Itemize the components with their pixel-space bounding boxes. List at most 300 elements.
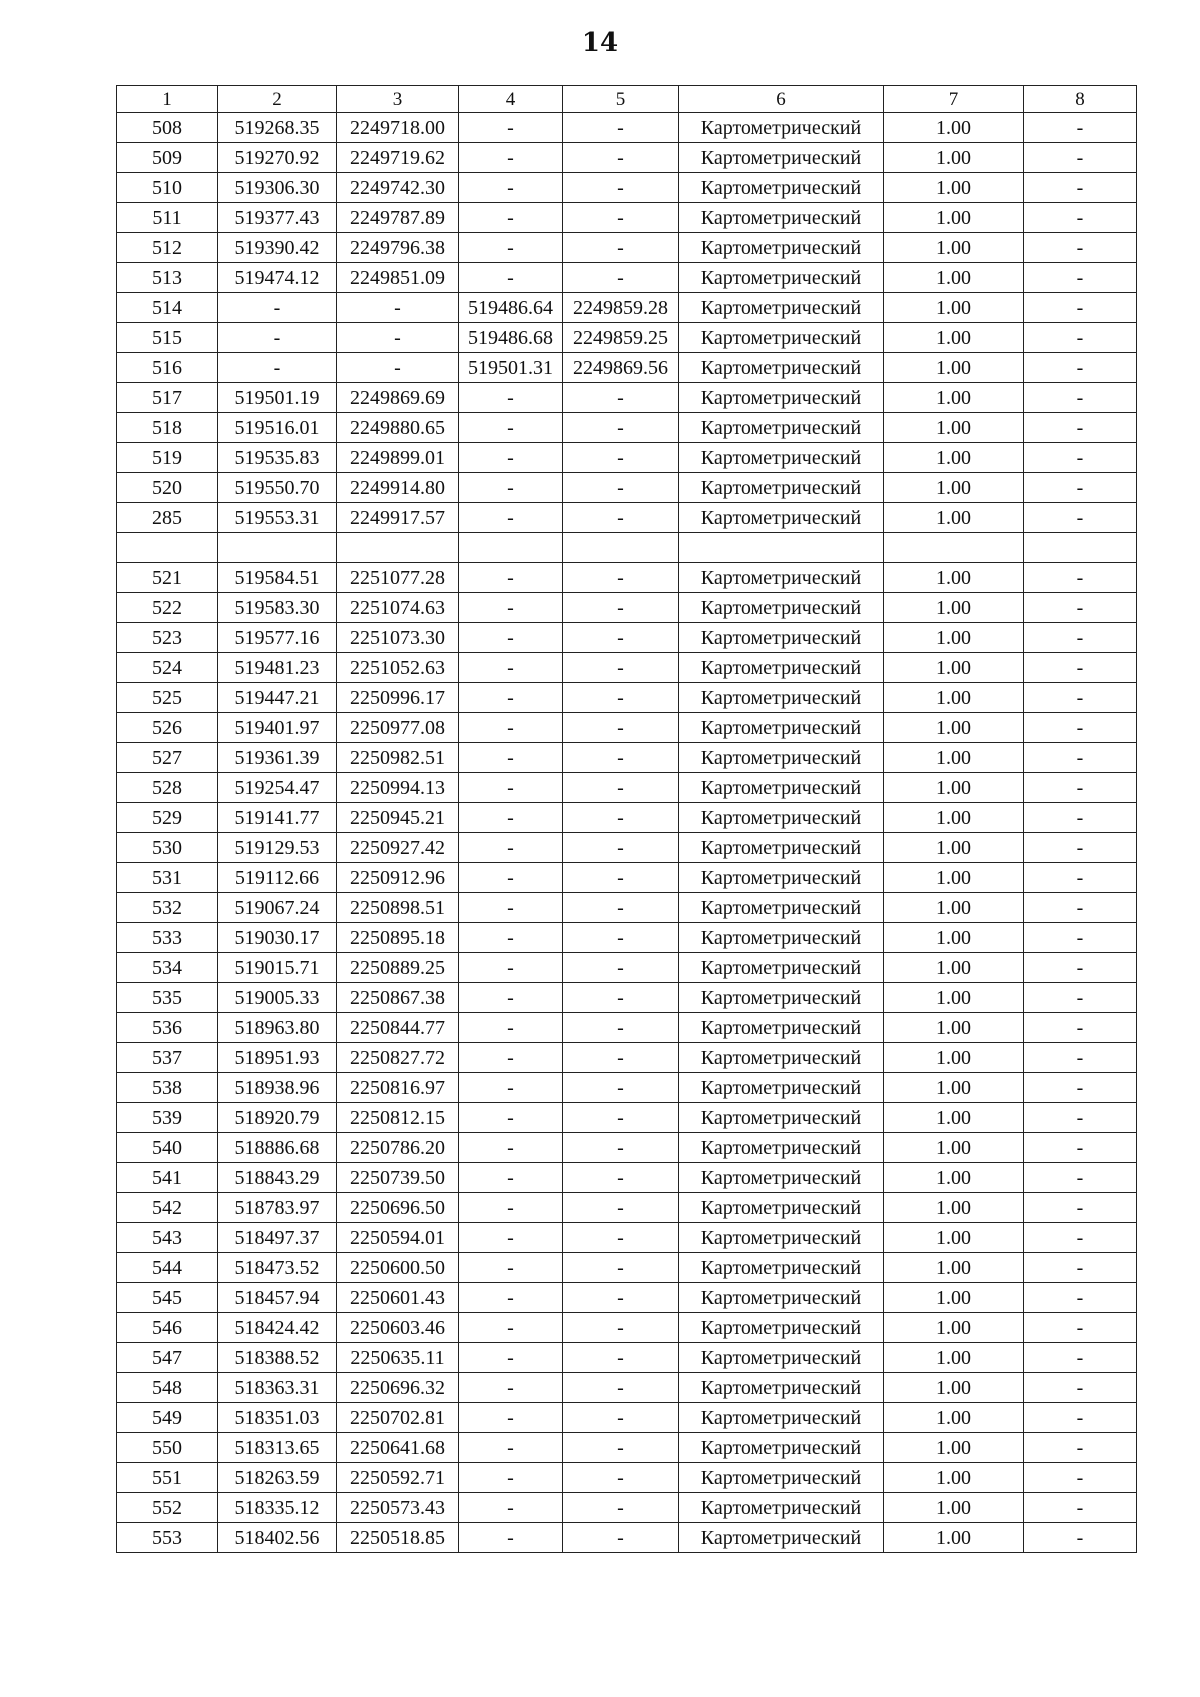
table-row [117, 1193, 1137, 1223]
x-coordinate-alt-cell: - [459, 503, 563, 533]
point-number-cell: 511 [117, 203, 218, 233]
y-coordinate-alt-cell: - [563, 1193, 679, 1223]
method-cell: Картометрический [679, 653, 884, 683]
x-coordinate-alt-cell: - [459, 473, 563, 503]
y-coordinate-alt-cell: - [563, 623, 679, 653]
x-coordinate-alt-cell: 519486.64 [459, 293, 563, 323]
accuracy-cell: 1.00 [884, 143, 1024, 173]
description-cell: - [1024, 143, 1137, 173]
x-coordinate-alt-cell: - [459, 1043, 563, 1073]
table-row [117, 863, 1137, 893]
y-coordinate-alt-cell: - [563, 413, 679, 443]
accuracy-cell: 1.00 [884, 443, 1024, 473]
point-number-cell: 522 [117, 593, 218, 623]
accuracy-cell: 1.00 [884, 803, 1024, 833]
x-coordinate-alt-cell: - [459, 1313, 563, 1343]
y-coordinate-alt-cell: - [563, 1103, 679, 1133]
method-cell: Картометрический [679, 863, 884, 893]
description-cell: - [1024, 1253, 1137, 1283]
description-cell: - [1024, 1373, 1137, 1403]
table-row [117, 983, 1137, 1013]
point-number-cell: 519 [117, 443, 218, 473]
y-coordinate-alt-cell: - [563, 203, 679, 233]
point-number-cell: 551 [117, 1463, 218, 1493]
y-coordinate-cell: 2250927.42 [337, 833, 459, 863]
description-cell: - [1024, 1283, 1137, 1313]
table-row [117, 1133, 1137, 1163]
x-coordinate-cell: 518938.96 [218, 1073, 337, 1103]
x-coordinate-cell: 519268.35 [218, 113, 337, 143]
accuracy-cell: 1.00 [884, 1283, 1024, 1313]
method-cell: Картометрический [679, 923, 884, 953]
point-number-cell: 515 [117, 323, 218, 353]
accuracy-cell: 1.00 [884, 593, 1024, 623]
y-coordinate-alt-cell: 2249859.28 [563, 293, 679, 323]
x-coordinate-alt-cell: - [459, 1193, 563, 1223]
description-cell: - [1024, 1013, 1137, 1043]
x-coordinate-alt-cell: - [459, 623, 563, 653]
accuracy-cell: 1.00 [884, 1103, 1024, 1133]
method-cell: Картометрический [679, 413, 884, 443]
x-coordinate-cell: 519005.33 [218, 983, 337, 1013]
y-coordinate-cell: 2251074.63 [337, 593, 459, 623]
description-cell: - [1024, 953, 1137, 983]
y-coordinate-cell: 2250696.50 [337, 1193, 459, 1223]
y-coordinate-cell: 2250895.18 [337, 923, 459, 953]
y-coordinate-cell: 2250696.32 [337, 1373, 459, 1403]
x-coordinate-cell: 518335.12 [218, 1493, 337, 1523]
description-cell: - [1024, 413, 1137, 443]
table-row [117, 293, 1137, 323]
table-row [117, 593, 1137, 623]
description-cell: - [1024, 443, 1137, 473]
description-cell: - [1024, 683, 1137, 713]
point-number-cell: 552 [117, 1493, 218, 1523]
column-header: 6 [679, 86, 884, 113]
point-number-cell: 531 [117, 863, 218, 893]
y-coordinate-cell: - [337, 353, 459, 383]
method-cell: Картометрический [679, 443, 884, 473]
method-cell: Картометрический [679, 1403, 884, 1433]
accuracy-cell: 1.00 [884, 1493, 1024, 1523]
y-coordinate-alt-cell: - [563, 1373, 679, 1403]
table-row [117, 233, 1137, 263]
y-coordinate-cell: 2250827.72 [337, 1043, 459, 1073]
y-coordinate-alt-cell: - [563, 563, 679, 593]
y-coordinate-cell: 2250592.71 [337, 1463, 459, 1493]
point-number-cell: 540 [117, 1133, 218, 1163]
description-cell: - [1024, 1043, 1137, 1073]
description-cell: - [1024, 1523, 1137, 1553]
description-cell: - [1024, 773, 1137, 803]
x-coordinate-alt-cell: - [459, 743, 563, 773]
table-row [117, 533, 1137, 563]
x-coordinate-alt-cell: - [459, 1163, 563, 1193]
description-cell: - [1024, 1403, 1137, 1433]
x-coordinate-cell: - [218, 353, 337, 383]
description-cell [1024, 533, 1137, 563]
x-coordinate-cell: 518424.42 [218, 1313, 337, 1343]
accuracy-cell: 1.00 [884, 383, 1024, 413]
x-coordinate-cell: 519129.53 [218, 833, 337, 863]
method-cell: Картометрический [679, 1523, 884, 1553]
point-number-cell: 529 [117, 803, 218, 833]
x-coordinate-cell: 519516.01 [218, 413, 337, 443]
x-coordinate-cell: 518951.93 [218, 1043, 337, 1073]
point-number-cell: 545 [117, 1283, 218, 1313]
y-coordinate-cell: 2250889.25 [337, 953, 459, 983]
accuracy-cell: 1.00 [884, 623, 1024, 653]
y-coordinate-cell: 2249899.01 [337, 443, 459, 473]
x-coordinate-cell: 518497.37 [218, 1223, 337, 1253]
x-coordinate-cell: 518402.56 [218, 1523, 337, 1553]
table-row [117, 1343, 1137, 1373]
accuracy-cell: 1.00 [884, 413, 1024, 443]
y-coordinate-cell: 2250601.43 [337, 1283, 459, 1313]
table-row [117, 173, 1137, 203]
x-coordinate-alt-cell: - [459, 1403, 563, 1433]
y-coordinate-alt-cell: - [563, 1013, 679, 1043]
y-coordinate-cell: 2251077.28 [337, 563, 459, 593]
x-coordinate-cell: 519067.24 [218, 893, 337, 923]
y-coordinate-alt-cell: - [563, 803, 679, 833]
method-cell: Картометрический [679, 593, 884, 623]
y-coordinate-alt-cell: - [563, 983, 679, 1013]
description-cell: - [1024, 1223, 1137, 1253]
x-coordinate-alt-cell [459, 533, 563, 563]
point-number-cell: 538 [117, 1073, 218, 1103]
table-row [117, 1223, 1137, 1253]
x-coordinate-alt-cell: - [459, 1463, 563, 1493]
description-cell: - [1024, 1463, 1137, 1493]
table-row [117, 1253, 1137, 1283]
y-coordinate-alt-cell: - [563, 1133, 679, 1163]
point-number-cell: 542 [117, 1193, 218, 1223]
point-number-cell: 526 [117, 713, 218, 743]
x-coordinate-cell: 519112.66 [218, 863, 337, 893]
table-row [117, 413, 1137, 443]
method-cell: Картометрический [679, 473, 884, 503]
point-number-cell: 547 [117, 1343, 218, 1373]
description-cell: - [1024, 833, 1137, 863]
y-coordinate-cell: 2251073.30 [337, 623, 459, 653]
x-coordinate-cell: 519377.43 [218, 203, 337, 233]
point-number-cell: 285 [117, 503, 218, 533]
point-number-cell: 510 [117, 173, 218, 203]
column-header: 3 [337, 86, 459, 113]
x-coordinate-cell: 518886.68 [218, 1133, 337, 1163]
method-cell: Картометрический [679, 1073, 884, 1103]
x-coordinate-alt-cell: 519486.68 [459, 323, 563, 353]
table-row [117, 893, 1137, 923]
accuracy-cell: 1.00 [884, 1253, 1024, 1283]
point-number-cell: 544 [117, 1253, 218, 1283]
accuracy-cell: 1.00 [884, 1433, 1024, 1463]
y-coordinate-alt-cell: - [563, 1073, 679, 1103]
y-coordinate-cell: 2249880.65 [337, 413, 459, 443]
accuracy-cell: 1.00 [884, 353, 1024, 383]
x-coordinate-alt-cell: - [459, 833, 563, 863]
accuracy-cell: 1.00 [884, 503, 1024, 533]
accuracy-cell: 1.00 [884, 1523, 1024, 1553]
y-coordinate-alt-cell: - [563, 953, 679, 983]
method-cell: Картометрический [679, 1283, 884, 1313]
y-coordinate-cell: 2250912.96 [337, 863, 459, 893]
x-coordinate-cell: 518920.79 [218, 1103, 337, 1133]
method-cell: Картометрический [679, 1223, 884, 1253]
table-row [117, 833, 1137, 863]
x-coordinate-cell: 518783.97 [218, 1193, 337, 1223]
x-coordinate-alt-cell: - [459, 713, 563, 743]
point-number-cell: 528 [117, 773, 218, 803]
method-cell: Картометрический [679, 893, 884, 923]
x-coordinate-alt-cell: - [459, 173, 563, 203]
y-coordinate-cell: 2250816.97 [337, 1073, 459, 1103]
description-cell: - [1024, 563, 1137, 593]
y-coordinate-cell: 2250600.50 [337, 1253, 459, 1283]
x-coordinate-alt-cell: - [459, 1523, 563, 1553]
y-coordinate-alt-cell: - [563, 863, 679, 893]
point-number-cell: 532 [117, 893, 218, 923]
x-coordinate-alt-cell: - [459, 953, 563, 983]
description-cell: - [1024, 293, 1137, 323]
y-coordinate-alt-cell: - [563, 503, 679, 533]
point-number-cell: 524 [117, 653, 218, 683]
x-coordinate-cell: - [218, 293, 337, 323]
x-coordinate-cell: 519583.30 [218, 593, 337, 623]
accuracy-cell: 1.00 [884, 1343, 1024, 1373]
accuracy-cell: 1.00 [884, 1043, 1024, 1073]
accuracy-cell: 1.00 [884, 1313, 1024, 1343]
accuracy-cell: 1.00 [884, 713, 1024, 743]
method-cell: Картометрический [679, 773, 884, 803]
x-coordinate-alt-cell: - [459, 593, 563, 623]
y-coordinate-alt-cell: - [563, 1283, 679, 1313]
description-cell: - [1024, 653, 1137, 683]
point-number-cell: 535 [117, 983, 218, 1013]
table-row [117, 1103, 1137, 1133]
x-coordinate-cell [218, 533, 337, 563]
point-number-cell: 527 [117, 743, 218, 773]
x-coordinate-alt-cell: - [459, 773, 563, 803]
y-coordinate-cell: - [337, 293, 459, 323]
accuracy-cell: 1.00 [884, 1073, 1024, 1103]
accuracy-cell: 1.00 [884, 1403, 1024, 1433]
y-coordinate-alt-cell: - [563, 593, 679, 623]
table-row [117, 743, 1137, 773]
table-row [117, 113, 1137, 143]
column-header: 1 [117, 86, 218, 113]
table-row [117, 953, 1137, 983]
x-coordinate-cell: 519306.30 [218, 173, 337, 203]
y-coordinate-alt-cell: - [563, 443, 679, 473]
y-coordinate-cell: 2249869.69 [337, 383, 459, 413]
description-cell: - [1024, 1313, 1137, 1343]
method-cell: Картометрический [679, 263, 884, 293]
x-coordinate-cell: 519501.19 [218, 383, 337, 413]
x-coordinate-cell: 518473.52 [218, 1253, 337, 1283]
x-coordinate-alt-cell: - [459, 1493, 563, 1523]
method-cell: Картометрический [679, 743, 884, 773]
y-coordinate-alt-cell: - [563, 653, 679, 683]
description-cell: - [1024, 473, 1137, 503]
y-coordinate-alt-cell: - [563, 1433, 679, 1463]
x-coordinate-cell: 519447.21 [218, 683, 337, 713]
method-cell: Картометрический [679, 143, 884, 173]
y-coordinate-cell: 2250641.68 [337, 1433, 459, 1463]
description-cell: - [1024, 1193, 1137, 1223]
description-cell: - [1024, 1163, 1137, 1193]
table-row [117, 1373, 1137, 1403]
x-coordinate-alt-cell: - [459, 893, 563, 923]
table-row [117, 1073, 1137, 1103]
description-cell: - [1024, 593, 1137, 623]
point-number-cell: 516 [117, 353, 218, 383]
point-number-cell: 525 [117, 683, 218, 713]
y-coordinate-cell: 2250898.51 [337, 893, 459, 923]
accuracy-cell: 1.00 [884, 203, 1024, 233]
description-cell: - [1024, 893, 1137, 923]
y-coordinate-cell: 2250518.85 [337, 1523, 459, 1553]
method-cell: Картометрический [679, 293, 884, 323]
table-row [117, 1403, 1137, 1433]
y-coordinate-alt-cell: - [563, 383, 679, 413]
x-coordinate-cell: 519481.23 [218, 653, 337, 683]
x-coordinate-cell: 518351.03 [218, 1403, 337, 1433]
x-coordinate-cell: 519535.83 [218, 443, 337, 473]
description-cell: - [1024, 1343, 1137, 1373]
point-number-cell: 509 [117, 143, 218, 173]
point-number-cell: 539 [117, 1103, 218, 1133]
table-row [117, 353, 1137, 383]
y-coordinate-alt-cell: - [563, 923, 679, 953]
accuracy-cell: 1.00 [884, 563, 1024, 593]
table-row [117, 1313, 1137, 1343]
x-coordinate-alt-cell: - [459, 563, 563, 593]
y-coordinate-cell: 2250702.81 [337, 1403, 459, 1433]
table-body [117, 113, 1137, 1553]
description-cell: - [1024, 263, 1137, 293]
y-coordinate-alt-cell: - [563, 893, 679, 923]
y-coordinate-alt-cell: - [563, 713, 679, 743]
method-cell: Картометрический [679, 1253, 884, 1283]
description-cell: - [1024, 1433, 1137, 1463]
table-row [117, 923, 1137, 953]
x-coordinate-alt-cell: - [459, 1433, 563, 1463]
table-row [117, 143, 1137, 173]
point-number-cell: 521 [117, 563, 218, 593]
method-cell: Картометрический [679, 1133, 884, 1163]
accuracy-cell: 1.00 [884, 1373, 1024, 1403]
x-coordinate-alt-cell: - [459, 863, 563, 893]
y-coordinate-alt-cell: - [563, 473, 679, 503]
method-cell: Картометрический [679, 833, 884, 863]
x-coordinate-cell: 519401.97 [218, 713, 337, 743]
accuracy-cell: 1.00 [884, 173, 1024, 203]
accuracy-cell: 1.00 [884, 863, 1024, 893]
y-coordinate-cell: 2249914.80 [337, 473, 459, 503]
table-row [117, 263, 1137, 293]
point-number-cell: 512 [117, 233, 218, 263]
x-coordinate-cell: 518313.65 [218, 1433, 337, 1463]
coordinates-table [116, 85, 1137, 1553]
method-cell: Картометрический [679, 1463, 884, 1493]
method-cell: Картометрический [679, 803, 884, 833]
x-coordinate-cell: - [218, 323, 337, 353]
point-number-cell: 530 [117, 833, 218, 863]
x-coordinate-alt-cell: - [459, 1103, 563, 1133]
accuracy-cell: 1.00 [884, 653, 1024, 683]
x-coordinate-alt-cell: - [459, 1373, 563, 1403]
accuracy-cell: 1.00 [884, 263, 1024, 293]
column-header: 8 [1024, 86, 1137, 113]
method-cell: Картометрический [679, 563, 884, 593]
y-coordinate-cell: 2249718.00 [337, 113, 459, 143]
method-cell: Картометрический [679, 1013, 884, 1043]
table-row [117, 1523, 1137, 1553]
accuracy-cell: 1.00 [884, 983, 1024, 1013]
accuracy-cell: 1.00 [884, 233, 1024, 263]
y-coordinate-cell: 2250739.50 [337, 1163, 459, 1193]
table-row [117, 473, 1137, 503]
method-cell: Картометрический [679, 353, 884, 383]
x-coordinate-alt-cell: - [459, 1253, 563, 1283]
method-cell: Картометрический [679, 173, 884, 203]
x-coordinate-alt-cell: - [459, 803, 563, 833]
y-coordinate-alt-cell: - [563, 773, 679, 803]
description-cell: - [1024, 353, 1137, 383]
x-coordinate-cell: 518457.94 [218, 1283, 337, 1313]
method-cell: Картометрический [679, 1193, 884, 1223]
x-coordinate-alt-cell: - [459, 113, 563, 143]
table-row [117, 1433, 1137, 1463]
method-cell: Картометрический [679, 1163, 884, 1193]
table-row [117, 623, 1137, 653]
point-number-cell: 541 [117, 1163, 218, 1193]
x-coordinate-cell: 518388.52 [218, 1343, 337, 1373]
accuracy-cell: 1.00 [884, 293, 1024, 323]
y-coordinate-alt-cell: - [563, 1463, 679, 1493]
x-coordinate-cell: 519015.71 [218, 953, 337, 983]
x-coordinate-alt-cell: - [459, 653, 563, 683]
y-coordinate-cell: 2250812.15 [337, 1103, 459, 1133]
x-coordinate-alt-cell: - [459, 443, 563, 473]
accuracy-cell: 1.00 [884, 113, 1024, 143]
y-coordinate-cell: 2250844.77 [337, 1013, 459, 1043]
description-cell: - [1024, 713, 1137, 743]
y-coordinate-alt-cell: - [563, 833, 679, 863]
table-row [117, 383, 1137, 413]
point-number-cell: 536 [117, 1013, 218, 1043]
y-coordinate-cell: 2249719.62 [337, 143, 459, 173]
x-coordinate-cell: 518363.31 [218, 1373, 337, 1403]
column-header: 2 [218, 86, 337, 113]
table-row [117, 503, 1137, 533]
point-number-cell: 546 [117, 1313, 218, 1343]
method-cell: Картометрический [679, 383, 884, 413]
table-row [117, 773, 1137, 803]
x-coordinate-alt-cell: - [459, 1013, 563, 1043]
y-coordinate-cell: 2249917.57 [337, 503, 459, 533]
table-row [117, 203, 1137, 233]
x-coordinate-cell: 519577.16 [218, 623, 337, 653]
method-cell [679, 533, 884, 563]
y-coordinate-alt-cell: - [563, 1253, 679, 1283]
x-coordinate-alt-cell: - [459, 1133, 563, 1163]
page-number: 14 [581, 28, 619, 58]
y-coordinate-cell: 2249796.38 [337, 233, 459, 263]
table-row [117, 803, 1137, 833]
